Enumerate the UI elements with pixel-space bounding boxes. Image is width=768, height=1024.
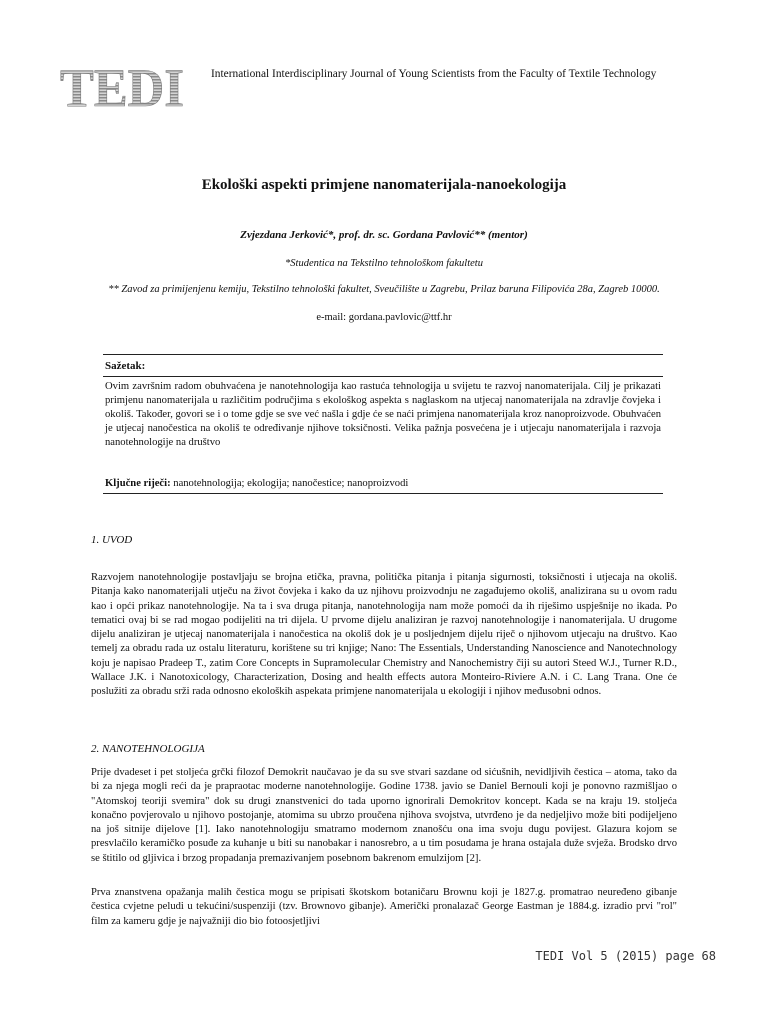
section-nanotehnologija-paragraph-2: Prva znanstvena opažanja malih čestica mogu se pripisati škotskom botaničaru Brownu koji je 1827.g. promatrao neuređeno gibanje čestica cvjetne peludi u tekućini/suspenziji (tzv. Brownovo gibanje). Američki pronalazač George Eastman je 1884.g. izradio prvi "rol" film za kameru gdje je najvažniji dio bio fotoosjetljivi <box>91 887 677 927</box>
page-footer: TEDI Vol 5 (2015) page 68 <box>535 949 716 963</box>
abstract-text: Ovim završnim radom obuhvaćena je nanotehnologija kao rastuća tehnologija u svijetu te razvoj nanomaterijala. Cilj je prikazati primjenu nanomaterijala u različitim područjima s ekološkog aspekta s naglaskom na utjecaj nanomaterijala na zdravlje čovjeka i okoliš. Također, govori se i o tome gdje se sve već našla i gdje će se naći primjena nanomaterijala kroz nanoproizvode. Obuhvaćen je utjecaj nanočestica na okoliš te određivanje njihove toksičnosti. Velika pažnja posvećena je i utjecaju nanomaterijala i razvoja nanotehnologije na društvo <box>105 381 661 449</box>
section-uvod-paragraph: Razvojem nanotehnologije postavljaju se brojna etička, pravna, politička pitanja i pitanja sigurnosti, toksičnosti i utjecaja na okoliš. Pitanja kako nanomaterijali utječu na život čovjeka i kako da uz njihovu proizvodnju ne zagađujemo okoliš, analizirana su u ovom radu kao i opći prikaz nanotehnologije. Na ta i sva druga pitanja, nanotehnologija nam može pomoći da ih riješimo uspješnije no ikada. Po tematici ovaj bi se rad mogao podijeliti na tri dijela. U prvome dijelu analiziran je razvoj nanotehnologije i nanomaterijala. U drugome dijelu analiziran je utjecaj nanomaterijala i nanočestica na okoliš dok je u posljednjem dijelu riječ o njihovom utjecaju na društvo. Kao temelj za obradu rada uz ostalu literaturu, korištene su tri knjige; Nano: The Essentials, Understanding Nanoscience and Nanotechnology koju je napisao Pradeep T., zatim Core Concepts in Supramolecular Chemistry and Nanochemistry čiji su autori Steed W.J., Turner R.D., Wallace J.K. i Nanotoxicology, Characterization, Dosing and health effects autora Monteiro-Riviere A.N. i C. Lang Trana. One će poslužiti za obradu srži rada odnosno ekoloških aspekata primjene nanomaterijala u ekologiji i njihov međusobni odnos. <box>91 572 677 697</box>
abstract-heading: Sažetak: <box>105 360 146 372</box>
keywords-line <box>105 477 661 491</box>
contact-email: e-mail: gordana.pavlovic@ttf.hr <box>316 312 452 323</box>
article-title: Ekološki aspekti primjene nanomaterijala-nanoekologija <box>201 177 567 193</box>
affiliation-mentor: ** Zavod za primijenjenu kemiju, Tekstilno tehnološki fakultet, Sveučilište u Zagrebu, Prilaz baruna Filipovića 28a, Zagreb 10000. <box>108 284 660 295</box>
section-heading-nanotehnologija: 2. NANOTEHNOLOGIJA <box>91 743 205 755</box>
section-heading-uvod: 1. UVOD <box>91 534 133 546</box>
affiliation-student: *Studentica na Tekstilno tehnološkom fakultetu <box>285 258 483 269</box>
tedi-logo <box>58 58 186 112</box>
keywords-label: Ključne riječi: <box>105 478 171 489</box>
logo-text: TEDI <box>60 58 184 112</box>
section-nanotehnologija-paragraph-1: Prije dvadeset i pet stoljeća grčki filozof Demokrit naučavao je da su sve stvari sazdane od sićušnih, nevidljivih čestica – atoma, tako da bi za njega mogli reći da je prapraotac moderne nanotehnologije. Godine 1738. javio se Daniel Bernouli koji je ponovno razmišljao o "Atomskoj teoriji svemira" dok su drugi znanstvenici do tada uporno ignorirali Demokritov koncept. Kada se na kraju 19. stoljeća konačno povjerovalo u njihovo postojanje, atomima su ubrzo proučena njihova svojstva, utvrđeno je da nedjeljivo može biti podijeljeno na još sitnije dijelove [1]. Iako nanotehnologiju smatramo modernom znanošću ona ima svoju dugu povijest. Glazura kojom se presvlačilo keramičko posuđe za kuhanje u biti su nanobakar i nanosrebro, a u tim posudama je hrana ostajala duže svježa. Brodsko drvo se štitilo od gljivica i brzog propadanja premazivanjem posebnom bakrenom emulzijom [2]. <box>91 767 677 864</box>
abstract-header-rule <box>103 376 663 377</box>
tedi-logo-graphic <box>58 58 186 112</box>
journal-title: International Interdisciplinary Journal of Young Scientists from the Faculty of Textile Technology <box>211 68 657 80</box>
authors: Zvjezdana Jerković*, prof. dr. sc. Gordana Pavlović** (mentor) <box>240 229 528 241</box>
abstract-top-rule <box>103 354 663 355</box>
keywords-list: nanotehnologija; ekologija; nanočestice; nanoproizvodi <box>173 478 409 489</box>
abstract-bottom-rule <box>103 493 663 494</box>
